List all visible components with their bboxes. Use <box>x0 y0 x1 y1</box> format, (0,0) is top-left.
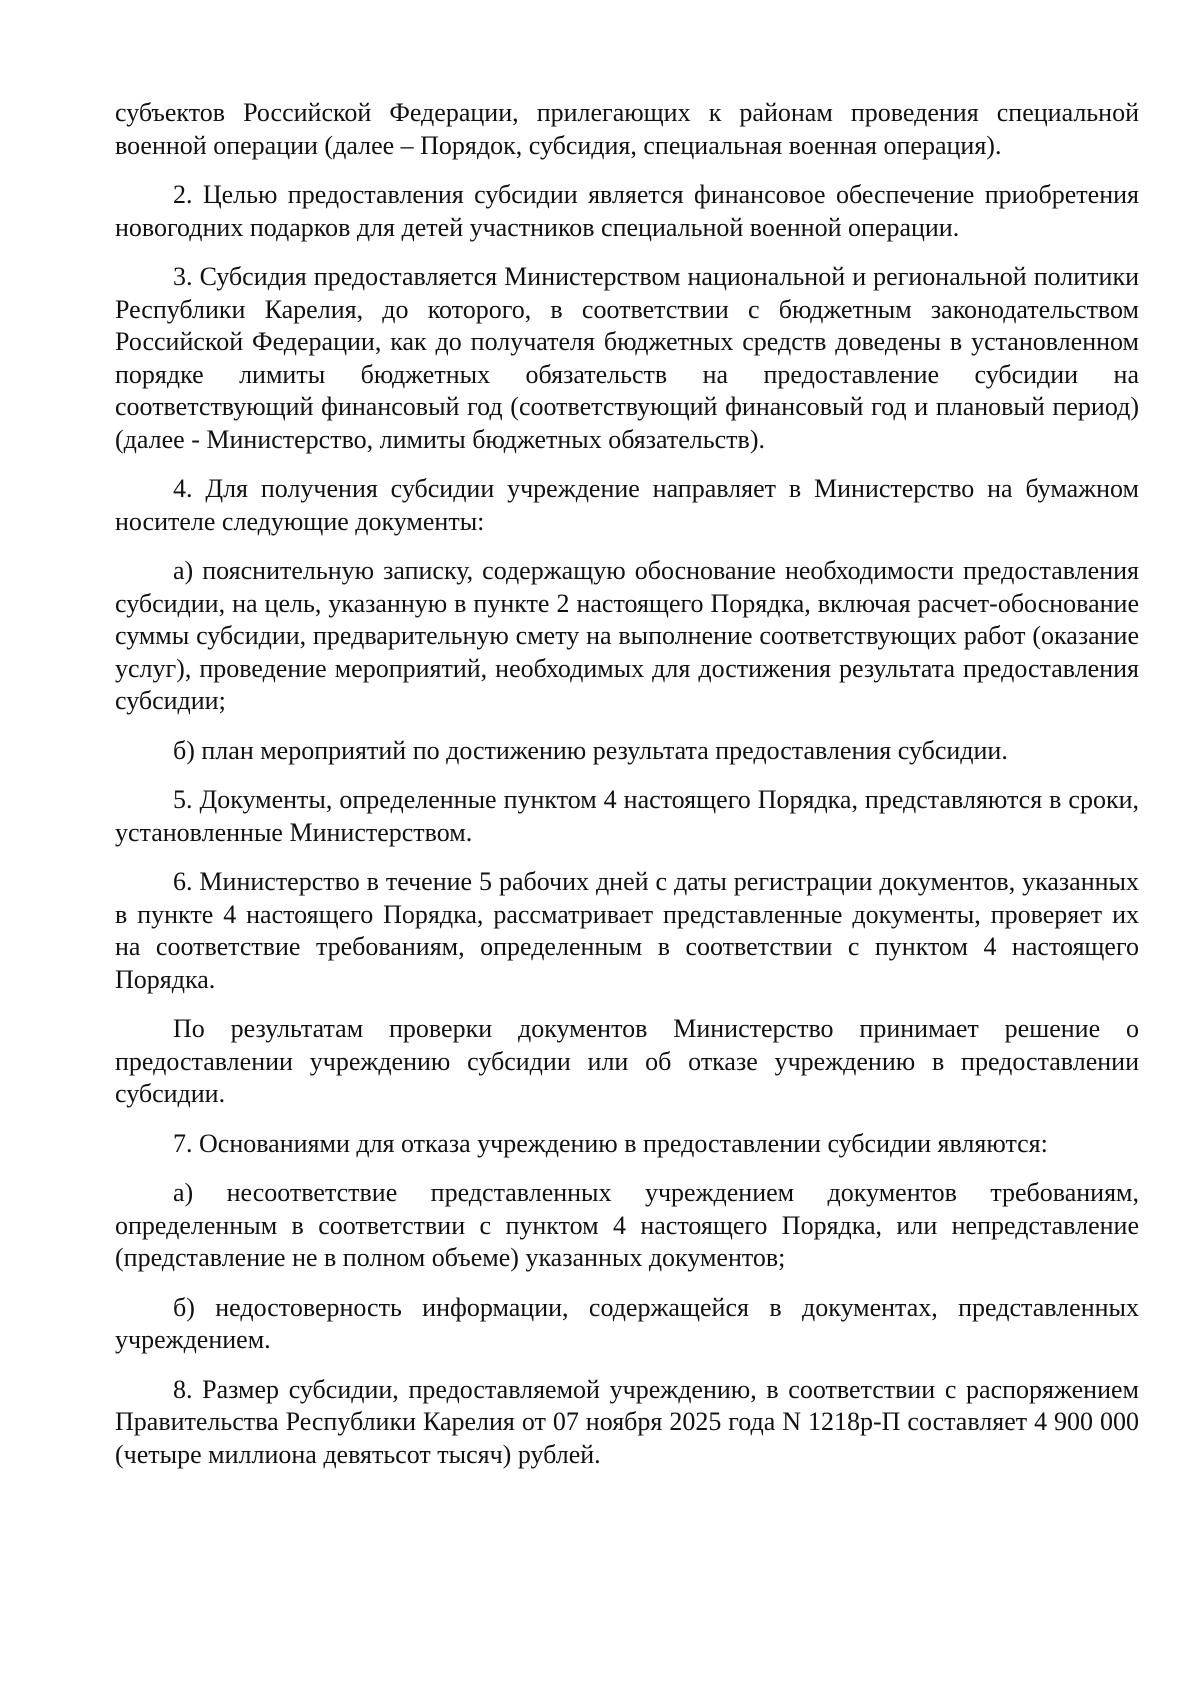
document-page <box>115 97 1139 1488</box>
paragraph-1-continuation: субъектов Российской Федерации, прилегающих к районам проведения специальной военной операции (далее – Порядок, субсидия, специальная военная операция). <box>115 98 1139 160</box>
paragraph-4a-note: а) пояснительную записку, содержащую обоснование необходимости предоставления субсидии, на цель, указанную в пункте 2 настоящего Порядка, включая расчет-обоснование суммы субсидии, предварительную смету на выполнение соответствующих работ (оказание услуг), проведение мероприятий, необходимых для достижения результата предоставления субсидии; <box>115 556 1139 715</box>
paragraph-6-decision: По результатам проверки документов Министерство принимает решение о предоставлении учреждению субсидии или об отказе учреждению в предоставлении субсидии. <box>115 1014 1139 1108</box>
paragraph-7b-inaccuracy: б) недостоверность информации, содержащейся в документах, представленных учреждением. <box>115 1292 1139 1354</box>
paragraph-6-review: 6. Министерство в течение 5 рабочих дней с даты регистрации документов, указанных в пункте 4 настоящего Порядка, рассматривает представленные документы, проверяет их на соответствие требованиям, определенным в соответствии с пунктом 4 настоящего Порядка. <box>115 867 1139 994</box>
paragraph-4-documents: 4. Для получения субсидии учреждение направляет в Министерство на бумажном носителе следующие документы: <box>115 474 1139 536</box>
paragraph-4b-plan: б) план мероприятий по достижению результата предоставления субсидии. <box>173 735 1008 765</box>
paragraph-3-ministry: 3. Субсидия предоставляется Министерством национальной и региональной политики Республики Карелия, до которого, в соответствии с бюджетным законодательством Российской Федерации, как до получателя бюджетных средств доведены в установленном порядке лимиты бюджетных обязательств на предоставление субсидии на соответствующий финансовый год (соответствующий финансовый год и плановый период) (далее - Министерство, лимиты бюджетных обязательств). <box>115 262 1139 454</box>
paragraph-7-grounds: 7. Основаниями для отказа учреждению в предоставлении субсидии являются: <box>173 1128 1048 1158</box>
paragraph-5-deadlines: 5. Документы, определенные пунктом 4 настоящего Порядка, представляются в сроки, установленные Министерством. <box>115 785 1139 847</box>
paragraph-8-amount: 8. Размер субсидии, предоставляемой учреждению, в соответствии с распоряжением Правительства Республики Карелия от 07 ноября 2025 года N 1218р-П составляет 4 900 000 (четыре миллиона девятьсот тысяч) рублей. <box>115 1374 1139 1469</box>
paragraph-7a-noncompliance: а) несоответствие представленных учреждением документов требованиям, определенным в соответствии с пунктом 4 настоящего Порядка, или непредставление (представление не в полном объеме) указанных документов; <box>115 1178 1139 1272</box>
paragraph-2-purpose: 2. Целью предоставления субсидии является финансовое обеспечение приобретения новогодних подарков для детей участников специальной военной операции. <box>115 180 1139 242</box>
